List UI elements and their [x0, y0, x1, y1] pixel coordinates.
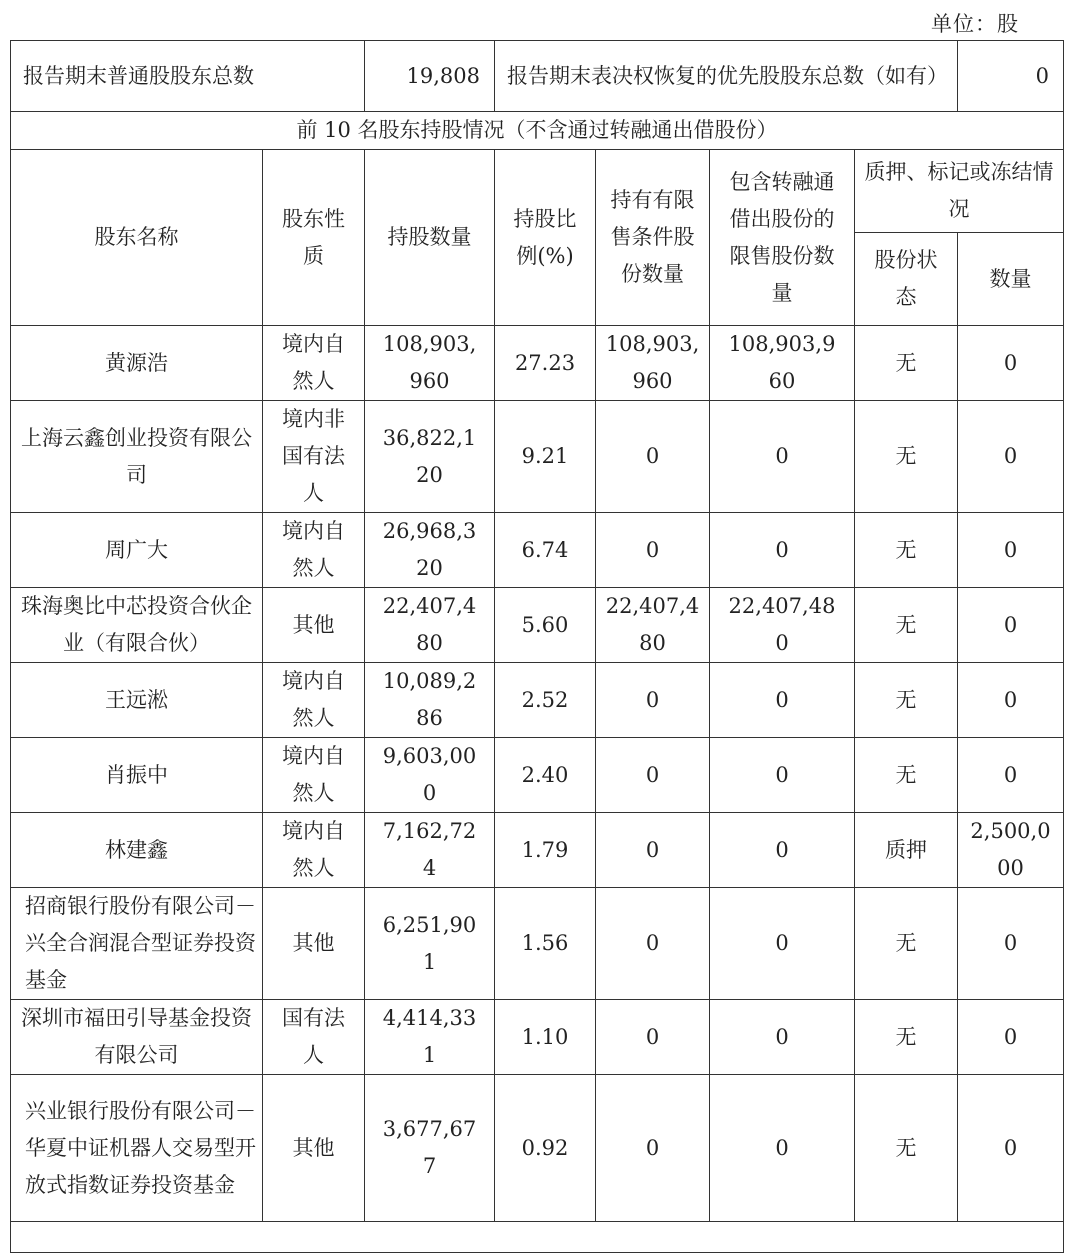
holder-lent-restricted: 0	[710, 513, 855, 588]
holder-nature: 其他	[263, 588, 365, 663]
holder-ratio: 1.10	[495, 1000, 596, 1075]
pledge-status: 无	[855, 513, 958, 588]
holder-nature: 境内自然人	[263, 663, 365, 738]
holder-restricted: 0	[596, 1000, 710, 1075]
holder-ratio: 6.74	[495, 513, 596, 588]
header-name: 股东名称	[11, 150, 263, 326]
table-row	[11, 401, 1064, 513]
holder-nature: 其他	[263, 888, 365, 1000]
header-pledge-qty: 数量	[958, 233, 1064, 326]
holder-lent-restricted: 108,903,960	[710, 326, 855, 401]
unit-label: 单位：股	[931, 12, 1019, 36]
holder-name: 林建鑫	[11, 813, 263, 888]
holder-name: 王远淞	[11, 663, 263, 738]
pledge-status: 无	[855, 1075, 958, 1222]
holder-shares: 4,414,331	[365, 1000, 495, 1075]
holder-nature: 境内自然人	[263, 738, 365, 813]
header-ratio: 持股比例(%)	[495, 150, 596, 326]
pledge-status: 无	[855, 738, 958, 813]
holder-restricted: 0	[596, 1075, 710, 1222]
holder-shares: 9,603,000	[365, 738, 495, 813]
table-row	[11, 888, 1064, 1000]
cut-off-cell	[11, 1222, 1064, 1253]
holder-lent-restricted: 0	[710, 401, 855, 513]
table-row	[11, 588, 1064, 663]
pledge-status: 无	[855, 401, 958, 513]
holder-restricted: 0	[596, 813, 710, 888]
preferred-holders-label: 报告期末表决权恢复的优先股股东总数（如有）	[495, 41, 958, 112]
holder-restricted: 0	[596, 888, 710, 1000]
holder-ratio: 27.23	[495, 326, 596, 401]
holder-name: 深圳市福田引导基金投资有限公司	[11, 1000, 263, 1075]
common-holders-value: 19,808	[365, 41, 495, 112]
table-row	[11, 326, 1064, 401]
table-row	[11, 1075, 1064, 1222]
pledge-status: 无	[855, 1000, 958, 1075]
holder-name: 上海云鑫创业投资有限公司	[11, 401, 263, 513]
holder-name: 兴业银行股份有限公司－华夏中证机器人交易型开放式指数证券投资基金	[11, 1075, 263, 1222]
header-restricted: 持有有限售条件股份数量	[596, 150, 710, 326]
holder-restricted: 0	[596, 663, 710, 738]
pledge-qty: 0	[958, 326, 1064, 401]
pledge-status: 质押	[855, 813, 958, 888]
holder-shares: 26,968,320	[365, 513, 495, 588]
holder-shares: 3,677,677	[365, 1075, 495, 1222]
section-title-row	[11, 112, 1064, 150]
pledge-status: 无	[855, 588, 958, 663]
preferred-holders-value: 0	[958, 41, 1064, 112]
holder-name: 招商银行股份有限公司－兴全合润混合型证券投资基金	[11, 888, 263, 1000]
holder-shares: 7,162,724	[365, 813, 495, 888]
holder-restricted: 108,903,960	[596, 326, 710, 401]
pledge-qty: 0	[958, 1000, 1064, 1075]
holder-restricted: 0	[596, 401, 710, 513]
holder-ratio: 0.92	[495, 1075, 596, 1222]
pledge-status: 无	[855, 663, 958, 738]
holder-lent-restricted: 0	[710, 738, 855, 813]
holder-shares: 10,089,286	[365, 663, 495, 738]
table-row	[11, 813, 1064, 888]
header-shares: 持股数量	[365, 150, 495, 326]
holder-nature: 境内非国有法人	[263, 401, 365, 513]
header-nature: 股东性质	[263, 150, 365, 326]
holder-ratio: 2.52	[495, 663, 596, 738]
table-row	[11, 1000, 1064, 1075]
holder-shares: 22,407,480	[365, 588, 495, 663]
summary-row	[11, 41, 1064, 112]
pledge-status: 无	[855, 326, 958, 401]
holder-shares: 36,822,120	[365, 401, 495, 513]
table-row	[11, 663, 1064, 738]
holder-lent-restricted: 0	[710, 1000, 855, 1075]
holder-nature: 境内自然人	[263, 513, 365, 588]
header-lent-restricted: 包含转融通借出股份的限售股份数量	[710, 150, 855, 326]
holder-shares: 6,251,901	[365, 888, 495, 1000]
holder-name: 周广大	[11, 513, 263, 588]
holder-lent-restricted: 0	[710, 1075, 855, 1222]
holder-lent-restricted: 0	[710, 663, 855, 738]
cut-off-row	[11, 1222, 1064, 1253]
pledge-qty: 0	[958, 588, 1064, 663]
pledge-qty: 0	[958, 513, 1064, 588]
pledge-qty: 0	[958, 888, 1064, 1000]
pledge-qty: 0	[958, 401, 1064, 513]
holder-restricted: 0	[596, 513, 710, 588]
shareholders-table	[10, 40, 1064, 1253]
pledge-qty: 0	[958, 663, 1064, 738]
pledge-qty: 0	[958, 1075, 1064, 1222]
holder-nature: 国有法人	[263, 1000, 365, 1075]
holder-nature: 境内自然人	[263, 326, 365, 401]
holder-ratio: 1.56	[495, 888, 596, 1000]
header-pledge-group: 质押、标记或冻结情况	[855, 150, 1064, 233]
holder-restricted: 0	[596, 738, 710, 813]
holder-ratio: 1.79	[495, 813, 596, 888]
holder-nature: 境内自然人	[263, 813, 365, 888]
holder-lent-restricted: 0	[710, 888, 855, 1000]
holder-name: 珠海奥比中芯投资合伙企业（有限合伙）	[11, 588, 263, 663]
holder-shares: 108,903,960	[365, 326, 495, 401]
holder-lent-restricted: 22,407,480	[710, 588, 855, 663]
holder-restricted: 22,407,480	[596, 588, 710, 663]
pledge-qty: 0	[958, 738, 1064, 813]
holder-ratio: 9.21	[495, 401, 596, 513]
holder-lent-restricted: 0	[710, 813, 855, 888]
holder-name: 肖振中	[11, 738, 263, 813]
pledge-qty: 2,500,000	[958, 813, 1064, 888]
table-row	[11, 738, 1064, 813]
section-title: 前 10 名股东持股情况（不含通过转融通出借股份）	[11, 112, 1064, 150]
header-pledge-status: 股份状态	[855, 233, 958, 326]
holder-name: 黄源浩	[11, 326, 263, 401]
holder-ratio: 2.40	[495, 738, 596, 813]
pledge-status: 无	[855, 888, 958, 1000]
common-holders-label: 报告期末普通股股东总数	[11, 41, 365, 112]
header-row	[11, 150, 1064, 233]
holder-nature: 其他	[263, 1075, 365, 1222]
table-row	[11, 513, 1064, 588]
holder-ratio: 5.60	[495, 588, 596, 663]
